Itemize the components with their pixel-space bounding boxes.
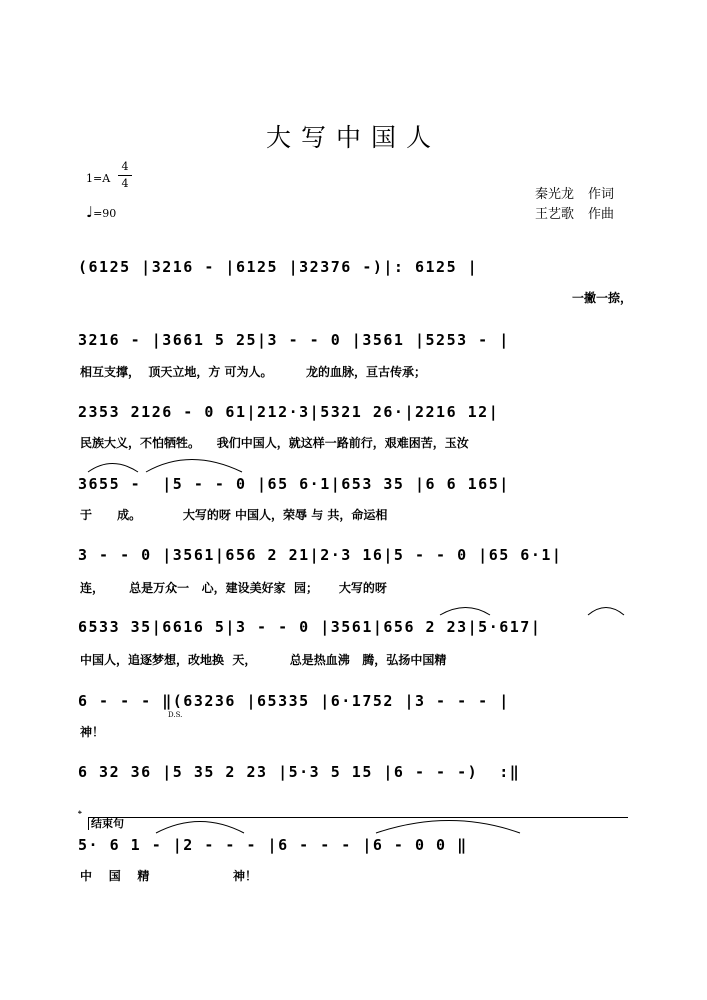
- score-row-3-lyric: 民族大义，不怕牺牲。 我们中国人，就这样一路前行，艰难困苦，玉汝: [80, 436, 469, 450]
- lyricist-credit: [535, 183, 614, 202]
- coda-icon: 𝄌: [78, 808, 82, 821]
- time-signature: [118, 160, 132, 191]
- lyricist-role: 作词: [587, 187, 614, 202]
- score-row-6-lyric: 中国人，追逐梦想，改地换 天， 总是热血沸 腾，弘扬中国精: [80, 653, 447, 667]
- score-row-9-notes: 5· 6 1 - |2 - - - |6 - - - |6 - 0 0 ‖: [78, 836, 468, 854]
- score-row-6-notes: 6533 35|6616 5|3 - - 0 |3561|656 2 23|5·617|: [78, 618, 542, 636]
- score-row-2-lyric: 相互支撑， 顶天立地，方 可为人。 龙的血脉，亘古传承；: [80, 365, 426, 379]
- composer-role: 作曲: [587, 207, 614, 222]
- composer-name: 王艺歌: [534, 207, 574, 222]
- tempo-value: =90: [93, 207, 117, 220]
- score-row-4-notes: 3655 - |5 - - 0 |65 6·1|653 35 |6 6 165|: [78, 475, 510, 493]
- coda-bracket-line: [88, 817, 628, 818]
- coda-label: 结束句: [88, 818, 124, 830]
- score-row-7-notes: 6 - - - ‖(63236 |65335 |6·1752 |3 - - - |: [78, 692, 510, 710]
- score-row-5-notes: 3 - - 0 |3561|656 2 21|2·3 16|5 - - 0 |65 6·1|: [78, 546, 563, 564]
- lyricist-name: 秦光龙: [534, 187, 574, 202]
- quarter-note-icon: ♩: [86, 203, 94, 221]
- song-title: 大写中国人: [265, 123, 441, 152]
- ds-marking: D.S.: [168, 711, 183, 719]
- score-row-8-notes: 6 32 36 |5 35 2 23 |5·3 5 15 |6 - - -) :‖: [78, 763, 521, 781]
- score-row-4-lyric: 于 成。 大写的呀 中国人，荣辱 与 共，命运相: [80, 508, 388, 522]
- key-signature: 1=A: [86, 172, 111, 185]
- score-row-3-notes: 2353 2126 - 0 61|212·3|5321 26·|2216 12|: [78, 403, 500, 421]
- time-signature-bottom: 4: [121, 177, 129, 190]
- score-row-2-notes: 3216 - |3661 5 25|3 - - 0 |3561 |5253 - |: [78, 331, 510, 349]
- composer-credit: [535, 203, 614, 222]
- score-row-9-lyric: 中 国 精 神！: [80, 869, 257, 883]
- score-row-1-notes: (6125 |3216 - |6125 |32376 -)|: 6125 |: [78, 258, 479, 276]
- score-row-7-lyric: 神！: [80, 725, 105, 739]
- score-row-5-lyric: 连， 总是万众一 心，建设美好家 园； 大写的呀: [80, 581, 387, 595]
- score-row-1-lyric: 一撇一捺，: [571, 291, 632, 305]
- time-signature-top: 4: [121, 160, 129, 173]
- time-signature-bar: [118, 175, 132, 176]
- tempo-marking: [86, 203, 116, 221]
